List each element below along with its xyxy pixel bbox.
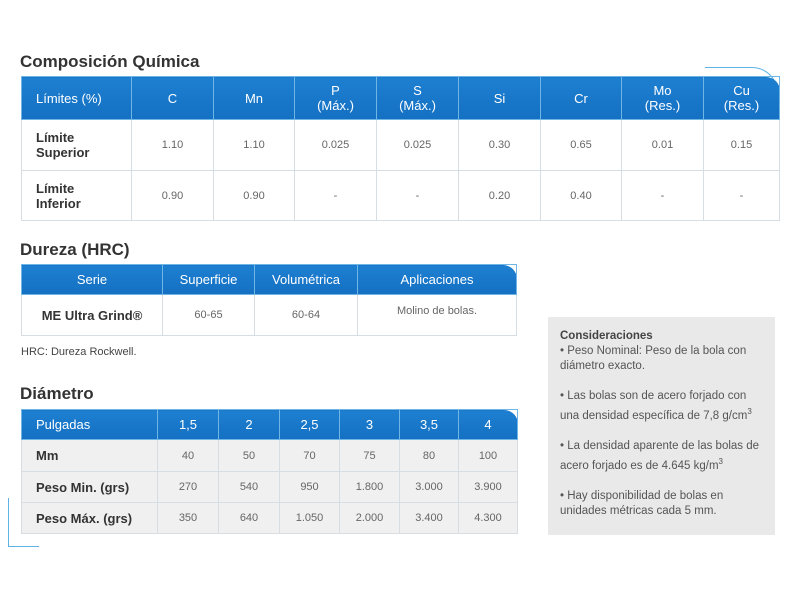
- cell: 70: [280, 440, 340, 472]
- composicion-title: Composición Química: [20, 52, 200, 71]
- cell: 1.10: [214, 120, 295, 171]
- cell: Molino de bolas.: [358, 295, 517, 336]
- cell: 60-64: [255, 295, 358, 336]
- cell: 0.90: [132, 171, 214, 221]
- cell: 0.65: [541, 120, 622, 171]
- composicion-header-p: P (Máx.): [295, 77, 377, 120]
- cell: 100: [459, 440, 518, 472]
- cell: 350: [158, 503, 219, 534]
- cell: 3.400: [400, 503, 459, 534]
- composicion-header-row: [22, 77, 780, 120]
- diametro-header: 2,5: [280, 410, 340, 440]
- composicion-table: [21, 76, 780, 221]
- diametro-table: [21, 409, 518, 534]
- cell: -: [377, 171, 459, 221]
- cell: 0.20: [459, 171, 541, 221]
- cell: 75: [340, 440, 400, 472]
- composicion-header-mo: Mo (Res.): [622, 77, 704, 120]
- composicion-header-limites: Límites (%): [22, 77, 132, 120]
- composicion-header-s: S (Máx.): [377, 77, 459, 120]
- cell: 3.000: [400, 472, 459, 503]
- table-row: [22, 120, 780, 171]
- dureza-header-superficie: Superficie: [163, 265, 255, 295]
- composicion-header-cu: Cu (Res.): [704, 77, 780, 120]
- consideraciones-item: • La densidad aparente de las bolas de acero forjado es de 4.645 $kg/m^3$: [560, 439, 760, 472]
- diametro-title: Diámetro: [20, 384, 94, 403]
- dureza-title: Dureza (HRC): [20, 240, 130, 259]
- table-row: [22, 171, 780, 221]
- diametro-header: 3,5: [400, 410, 459, 440]
- cell: 80: [400, 440, 459, 472]
- cell: 0.90: [214, 171, 295, 221]
- composicion-header-cr: Cr: [541, 77, 622, 120]
- cell: 0.025: [295, 120, 377, 171]
- cell: 40: [158, 440, 219, 472]
- dureza-table: [21, 264, 517, 336]
- row-label: ME Ultra Grind®: [22, 295, 163, 336]
- composicion-header-c: C: [132, 77, 214, 120]
- dureza-header-aplicaciones: Aplicaciones: [358, 265, 517, 295]
- cell: 0.15: [704, 120, 780, 171]
- cell: 0.025: [377, 120, 459, 171]
- consideraciones-title: Consideraciones: [560, 330, 653, 342]
- cell: 0.01: [622, 120, 704, 171]
- cell: 1.800: [340, 472, 400, 503]
- cell: 1.10: [132, 120, 214, 171]
- diametro-header-row: [22, 410, 518, 440]
- composicion-header-mn: Mn: [214, 77, 295, 120]
- cell: -: [704, 171, 780, 221]
- diametro-header: 1,5: [158, 410, 219, 440]
- diametro-header: 3: [340, 410, 400, 440]
- cell: 3.900: [459, 472, 518, 503]
- row-label: Límite Superior: [22, 120, 132, 171]
- cell: -: [622, 171, 704, 221]
- dureza-header-serie: Serie: [22, 265, 163, 295]
- dureza-header-volumetrica: Volumétrica: [255, 265, 358, 295]
- diametro-header: 2: [219, 410, 280, 440]
- cell: 0.30: [459, 120, 541, 171]
- consideraciones-item: • Peso Nominal: Peso de la bola con diámetro exacto.: [560, 345, 747, 372]
- dureza-header-row: [22, 265, 517, 295]
- cell: 640: [219, 503, 280, 534]
- row-label: Peso Min. (grs): [22, 472, 158, 503]
- cell: 270: [158, 472, 219, 503]
- cell: 950: [280, 472, 340, 503]
- composicion-header-si: Si: [459, 77, 541, 120]
- cell: 540: [219, 472, 280, 503]
- cell: 4.300: [459, 503, 518, 534]
- diametro-header: 4: [459, 410, 518, 440]
- dureza-note: HRC: Dureza Rockwell.: [21, 346, 137, 358]
- table-row: [22, 503, 518, 534]
- row-label: Límite Inferior: [22, 171, 132, 221]
- table-row: [22, 472, 518, 503]
- cell: 60-65: [163, 295, 255, 336]
- diametro-header-pulgadas: Pulgadas: [22, 410, 158, 440]
- table-row: [22, 295, 517, 336]
- cell: -: [295, 171, 377, 221]
- cell: 50: [219, 440, 280, 472]
- consideraciones-item: • Las bolas son de acero forjado con una densidad específica de 7,8 $g/cm^3$: [560, 390, 752, 422]
- cell: 1.050: [280, 503, 340, 534]
- cell: 0.40: [541, 171, 622, 221]
- cell: 2.000: [340, 503, 400, 534]
- consideraciones-box: [548, 317, 775, 535]
- row-label: Peso Máx. (grs): [22, 503, 158, 534]
- table-row: [22, 440, 518, 472]
- row-label: Mm: [22, 440, 158, 472]
- consideraciones-item: • Hay disponibilidad de bolas en unidades métricas cada 5 mm.: [560, 489, 724, 517]
